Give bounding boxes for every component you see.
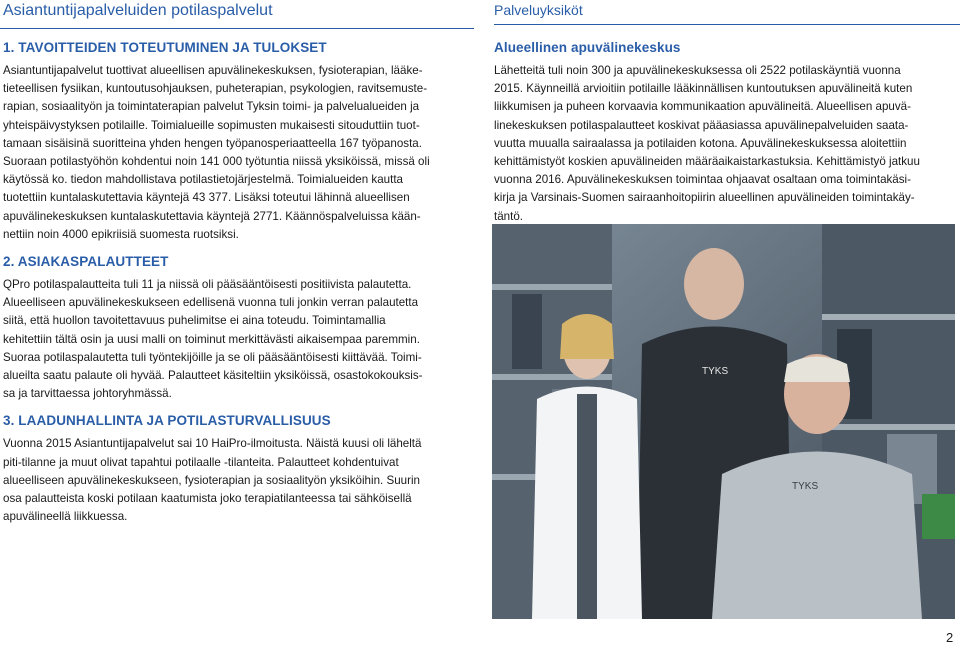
apuvalinekeskus-text: Lähetteitä tuli noin 300 ja apuvälinekeskuksessa oli 2522 potilaskäyntiä vuonna 2015. Käynneillä arvioitiin potilaille lääkinnällisen kuntoutuksen apuvälineitä kuten liikkumisen ja puheen korvaavia kommunikaation apuvälineitä. Alueellisen apuvä- linekeskuksen potilaspalautteet koskivat pääasiassa apuvälinepalveluiden saata- vuutta muualla sairaalassa ja potilaiden kotona. Apuvälinekeskuksessa aloitettiin kehittämistyöt koskien apuvälineiden määräaikaistarkastuksia. Kehittämistyö jatkuu vuonna 2016. Apuvälinekeskuksen toimintaa ohjaavat osaltaan oma toimintakäsi- kirja ja Varsinais-Suomen sairaanhoitopiirin alueellinen apuvälineiden toimintakäy- täntö. — [494, 64, 920, 223]
section-1-text: Asiantuntijapalvelut tuottivat alueellisen apuvälinekeskuksen, fysioterapian, lääke- tieteellisen fysiikan, kuntoutusohjauksen, puheterapian, psykologien, ravitsemuste- rapian, sosiaalityön ja toimintaterapian palvelut Tyksin toimi- ja palvelualueiden ja yhteispäivystyksen potilaille. Toimialueille sopimusten mukaisesti sitouduttiin tuot- tamaan sisäisinä suoritteina yhden hengen työpanosperiaatteella 167 työpanosta. Suoraan potilastyöhön kohdentui noin 141 000 työtuntia niissä yksiköissä, missä oli käytössä ko. tiedon mahdollistava potilastietojärjestelmä. Toimialueiden kautta tuotettiin kuntalaskutettavia käyntejä 43 377. Lisäksi toteutui lähinnä alueellisen apuvälinekeskuksen kuntalaskutettavia käyntejä 2771. Käännöspalveluissa kään- nettiin noin 4000 epikriisiä suomesta ruotsiksi. — [3, 64, 430, 241]
header-rule-left — [0, 28, 474, 29]
apuvalinekeskus-heading: Alueellinen apuvälinekeskus — [494, 40, 681, 55]
report-section-title: Asiantuntijapalveluiden potilaspalvelut — [3, 2, 273, 19]
section-2-heading: 2. ASIAKASPALAUTTEET — [3, 254, 169, 270]
header-rule-right — [494, 24, 960, 25]
shirt-logo-front: TYKS — [792, 481, 819, 492]
section-3-heading: 3. LAADUNHALLINTA JA POTILASTURVALLISUUS — [3, 413, 331, 429]
section-2-text: QPro potilaspalautteita tuli 11 ja niissä oli pääsääntöisesti positiivista palautetta. Alueelliseen apuvälinekeskukseen edellisenä vuonna tuli jonkin verran palautetta siitä, että huollon tavoitettavuus puhelimitse ei aina toteudu. Toimintamallia kehitettiin tältä osin ja uusi malli on toiminut merkittävästi aikaisempaa paremmin. Suoraa potilaspalautetta tuli työntekijöille ja se oli pääsääntöisesti kiittävää. Toimi- alueilta saatu palaute oli hyvää. Palautteet käsiteltiin yksiköissä, osastokokouksis- sa ja tarvittaessa johtoryhmässä. — [3, 278, 423, 401]
section-1-heading: 1. TAVOITTEIDEN TOTEUTUMINEN JA TULOKSET — [3, 40, 327, 55]
staff-photo — [492, 224, 955, 619]
section-3-text: Vuonna 2015 Asiantuntijapalvelut sai 10 HaiPro-ilmoitusta. Näistä kuusi oli läheltä piti-tilanne ja muut olivat tapahtui potilaalle -tilanteita. Palautteet kohdentuivat alueelliseen apuvälinekeskukseen, fysioterapian ja sosiaalityön yksiköihin. Suurin osa palautteista koski potilaan kaatumista joko terapiatilanteessa tai sähköisellä apuvälineellä liikkuessa. — [3, 437, 422, 524]
right-column — [494, 40, 956, 226]
shirt-logo-middle: TYKS — [702, 366, 729, 377]
units-section-title: Palveluyksiköt — [494, 2, 583, 18]
page-number: 2 — [946, 630, 954, 645]
left-column — [3, 40, 466, 526]
